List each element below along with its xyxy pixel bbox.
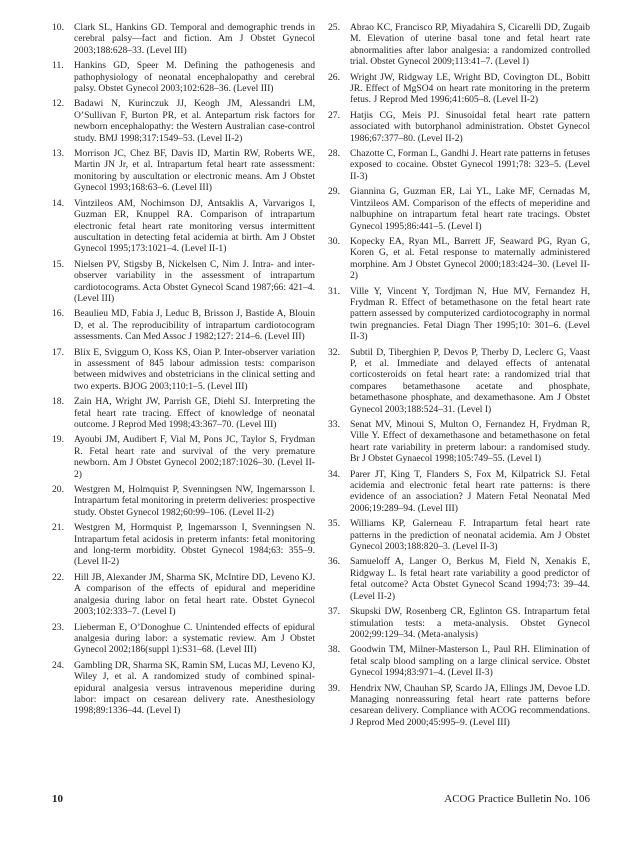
reference-text: Williams KP, Galerneau F. Intrapartum fetal heart rate patterns in the prediction of neonatal acidemia. Am J Obstet Gynecol 2003;188:820–3. (Level II-3) <box>350 518 590 553</box>
reference-number: 19. <box>52 434 64 446</box>
reference-number: 32. <box>328 346 340 358</box>
reference-text: Blix E, Sviggum O, Koss KS, Oian P. Inter-observer variation in assessment of 845 labour admission tests: comparison between midwives and obstetricians in the clinical setting and two experts. BJOG 2003;110:1–5. (Level III) <box>74 346 315 392</box>
reference-text: Zain HA, Wright JW, Parrish GE, Diehl SJ. Interpreting the fetal heart rate tracing. Effect of knowledge of neonatal outcome. J Reprod Med 1998;43:367–70. (Level III) <box>74 396 315 430</box>
reference-item <box>52 396 315 430</box>
reference-item <box>328 186 590 232</box>
reference-number: 25. <box>328 22 340 33</box>
reference-item <box>52 622 315 656</box>
reference-item <box>328 556 590 602</box>
reference-item <box>328 518 590 552</box>
reference-number: 16. <box>52 308 64 320</box>
reference-number: 18. <box>52 396 64 408</box>
reference-text: Nielsen PV, Stigsby B, Nickelsen C, Nim J. Intra- and inter-observer variability in the assessment of intrapartum cardiotocograms. Acta Obstet Gynecol Scand 1987;66: 421–4. (Level III) <box>74 258 315 304</box>
reference-text: Clark SL, Hankins GD. Temporal and demographic trends in cerebral palsy—fact and fiction. Am J Obstet Gynecol 2003;188:628–33. (Level III) <box>74 22 315 56</box>
reference-item <box>328 683 590 729</box>
reference-text: Beaulieu MD, Fabia J, Leduc B, Brisson J, Bastide A, Blouin D, et al. The reproducibility of intrapartum cardiotocogram assessments. Can Med Assoc J 1982;127: 214–6. (Level III) <box>74 308 315 343</box>
reference-item <box>52 660 315 717</box>
reference-text: Senat MV, Minoui S, Multon O, Fernandez H, Frydman R, Ville Y. Effect of dexamethasone and betamethasone on fetal heart rate variability in preterm labour: a randomised study. Br J Obstet Gynaecol 1998;105:749–55. (Level I) <box>350 419 590 465</box>
page-footer <box>52 791 590 807</box>
reference-item <box>52 98 315 144</box>
reference-text: Skupski DW, Rosenberg CR, Eglinton GS. Intrapartum fetal stimulation tests: a meta-analysis. Obstet Gynecol 2002;99:129–34. (Meta-analysis) <box>350 606 590 640</box>
reference-number: 13. <box>52 148 64 160</box>
reference-item <box>328 286 590 343</box>
reference-text: Vintzileos AM, Nochimson DJ, Antsaklis A, Varvarigos I, Guzman ER, Knuppel RA. Comparison of intrapartum electronic fetal heart rate monitoring versus intermittent auscultation in detecting fetal acidemia at birth. Am J Obstet Gynecol 1995;173:1021–4. (Level II-1) <box>74 197 315 255</box>
reference-item <box>328 110 590 144</box>
reference-text: Hatjis CG, Meis PJ. Sinusoidal fetal heart rate pattern associated with butorphanol administration. Obstet Gynecol 1986;67:377–80. (Level II-2) <box>350 109 590 144</box>
reference-number: 37. <box>328 606 340 618</box>
reference-column-left <box>52 22 315 721</box>
reference-number: 10. <box>52 22 64 33</box>
reference-number: 24. <box>52 659 64 671</box>
reference-text: Gambling DR, Sharma SK, Ramin SM, Lucas MJ, Leveno KJ, Wiley J, et al. A randomized study of combined spinal-epidural analgesia versus intravenous meperidine during labor: impact on cesarean delivery rate. Anesthesiology 1998;89:1336–44. (Level I) <box>74 659 315 717</box>
reference-item <box>328 236 590 282</box>
reference-text: Goodwin TM, Milner-Masterson L, Paul RH. Elimination of fetal scalp blood sampling on a large clinical service. Obstet Gynecol 1994;83:971–4. (Level II-3) <box>350 644 590 679</box>
reference-text: Hendrix NW, Chauhan SP, Scardo JA, Ellings JM, Devoe LD. Managing nonreassuring fetal heart rate patterns before cesarean delivery. Compliance with ACOG recommendations. J Reprod Med 2000;45:995–9. (Level III) <box>350 682 590 728</box>
reference-text: Badawi N, Kurinczuk JJ, Keogh JM, Alessandri LM, O’Sullivan F, Burton PR, et al. Antepartum risk factors for newborn encephalopathy: the Western Australian case-control study. BMJ 1998;317:1549–53. (Level II-2) <box>74 98 315 144</box>
reference-item <box>52 259 315 305</box>
reference-item <box>328 72 590 106</box>
reference-item <box>52 60 315 94</box>
reference-item <box>52 148 315 194</box>
reference-item <box>52 198 315 255</box>
reference-item <box>328 606 590 640</box>
reference-number: 33. <box>328 419 340 430</box>
reference-item <box>52 308 315 342</box>
reference-number: 26. <box>328 71 340 83</box>
reference-text: Subtil D, Tiberghien P, Devos P, Therby D, Leclerc G, Vaast P, et al. Immediate and delayed effects of antenatal corticosteroids on fetal heart rate: a randomized trial that compares betamethasone acetate and phosphate, betamethasone phosphate, and dexamethasone. Am J Obstet Gynecol 2003;188:524–31. (Level I) <box>350 346 590 415</box>
reference-text: Wright JW, Ridgway LE, Wright BD, Covington DL, Bobitt JR. Effect of MgSO4 on heart rate monitoring in the preterm fetus. J Reprod Med 1996;41:605–8. (Level II-2) <box>350 71 590 106</box>
page-number: 10 <box>52 793 63 805</box>
reference-text: Chazotte C, Forman L, Gandhi J. Heart rate patterns in fetuses exposed to cocaine. Obstet Gynecol 1991;78: 323–5. (Level II-3) <box>350 148 590 182</box>
reference-text: Ayoubi JM, Audibert F, Vial M, Pons JC, Taylor S, Frydman R. Fetal heart rate and survival of the very premature newborn. Am J Obstet Gynecol 2002;187:1026–30. (Level II-2) <box>74 434 315 480</box>
reference-item <box>52 434 315 480</box>
reference-number: 17. <box>52 346 64 358</box>
reference-text: Abrao KC, Francisco RP, Miyadahira S, Cicarelli DD, Zugaib M. Elevation of uterine basal tone and fetal heart rate abnormalities after labor analgesia: a randomized controlled trial. Obstet Gynecol 2009;113:41–7. (Level I) <box>350 22 590 68</box>
reference-number: 38. <box>328 644 340 656</box>
reference-text: Kopecky EA, Ryan ML, Barrett JF, Seaward PG, Ryan G, Koren G, et al. Fetal response to maternally administered morphine. Am J Obstet Gynecol 2000;183:424–30. (Level II-2) <box>350 235 590 282</box>
reference-item <box>52 522 315 568</box>
reference-number: 29. <box>328 186 340 198</box>
reference-number: 27. <box>328 109 340 121</box>
reference-text: Samueloff A, Langer O, Berkus M, Field N, Xenakis E, Ridgway L. Is fetal heart rate variability a good predictor of fetal outcome? Acta Obstet Gynecol Scand 1994;73: 39–44. (Level II-2) <box>350 556 590 602</box>
reference-item <box>52 347 315 393</box>
reference-text: Parer JT, King T, Flanders S, Fox M, Kilpatrick SJ. Fetal acidemia and electronic fetal heart rate patterns: is there evidence of an association? J Matern Fetal Neonatal Med 2006;19:289–94. (Level III) <box>350 468 590 514</box>
reference-number: 23. <box>52 621 64 633</box>
reference-number: 14. <box>52 197 64 209</box>
reference-text: Westgren M, Holmquist P, Svenningsen NW, Ingemarsson I. Intrapartum fetal monitoring in preterm deliveries: prospective study. Obstet Gynecol 1982;60:99–106. (Level II-2) <box>74 484 315 518</box>
reference-item <box>52 22 315 56</box>
reference-number: 15. <box>52 258 64 270</box>
reference-column-right <box>328 22 590 732</box>
reference-number: 34. <box>328 468 340 480</box>
reference-item <box>328 347 590 415</box>
reference-item <box>328 644 590 678</box>
reference-number: 39. <box>328 682 340 694</box>
reference-text: Hankins GD, Speer M. Defining the pathogenesis and pathophysiology of neonatal encephalopathy and cerebral palsy. Obstet Gynecol 2003;102:628–36. (Level III) <box>74 60 315 95</box>
reference-number: 28. <box>328 148 340 160</box>
reference-item <box>328 419 590 465</box>
reference-number: 22. <box>52 571 64 583</box>
reference-number: 11. <box>52 60 64 72</box>
reference-text: Morrison JC, Chez BF, Davis ID, Martin RW, Roberts WE, Martin JN Jr, et al. Intrapartum fetal heart rate assessment: monitoring by auscultation or electronic means. Am J Obstet Gynecol 1993;168:63–6. (Level III) <box>74 148 315 194</box>
reference-text: Westgren M, Hormquist P, Ingemarsson I, Svenningsen N. Intrapartum fetal acidosis in preterm infants: fetal monitoring and long-term morbidity. Obstet Gynecol 1984;63: 355–9. (Level II-2) <box>74 522 315 568</box>
reference-item <box>52 484 315 518</box>
reference-item <box>328 469 590 515</box>
reference-number: 30. <box>328 235 340 247</box>
reference-text: Lieberman E, O’Donoghue C. Unintended effects of epidural analgesia during labor: a systematic review. Am J Obstet Gynecol 2002;186(suppl 1):S31–68. (Level III) <box>74 621 315 656</box>
reference-number: 31. <box>328 285 340 297</box>
reference-item <box>52 572 315 618</box>
reference-number: 12. <box>52 98 64 110</box>
reference-text: Hill JB, Alexander JM, Sharma SK, McIntire DD, Leveno KJ. A comparison of the effects of epidural and meperidine analgesia during labor on fetal heart rate. Obstet Gynecol 2003;102:333–7. (Level I) <box>74 571 315 618</box>
reference-number: 36. <box>328 556 340 568</box>
reference-item <box>328 22 590 68</box>
reference-number: 20. <box>52 484 64 496</box>
publication-title: ACOG Practice Bulletin No. 106 <box>444 793 590 805</box>
reference-text: Giannina G, Guzman ER, Lai YL, Lake MF, Cernadas M, Vintzileos AM. Comparison of the effects of meperidine and nalbuphine on intrapartum fetal heart rate tracings. Obstet Gynecol 1995;86:441–5. (Level I) <box>350 186 590 232</box>
reference-number: 21. <box>52 522 64 534</box>
reference-number: 35. <box>328 518 340 530</box>
reference-text: Ville Y, Vincent Y, Tordjman N, Hue MV, Fernandez H, Frydman R. Effect of betamethasone on the fetal heart rate pattern assessed by computerized cardiotocography in normal twin pregnancies. Fetal Diagn Ther 1995;10: 301–6. (Level II-3) <box>350 285 590 343</box>
reference-item <box>328 148 590 182</box>
